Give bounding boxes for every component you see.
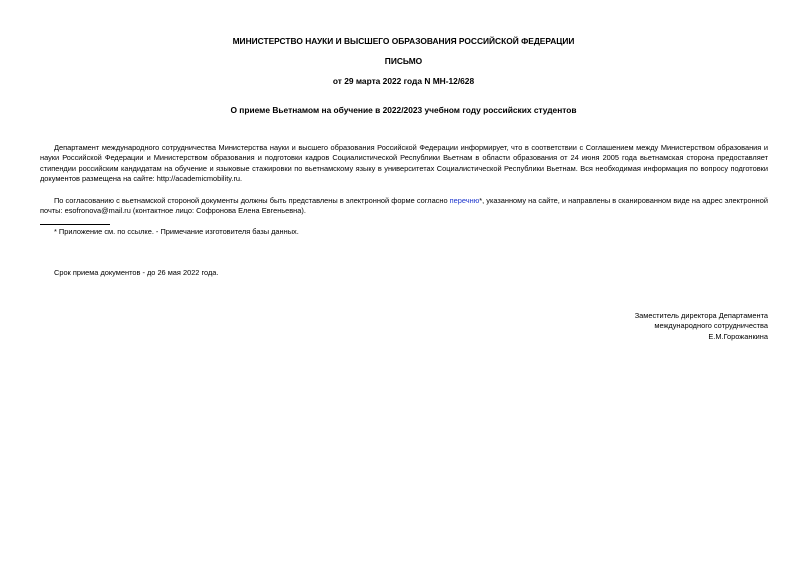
body-paragraph-1: Департамент международного сотрудничества Министерства науки и высшего образования Российской Федерации информирует, что в соответствии с Соглашением между Министерством образования и науки Российской Федерации и Министерством образования и подготовки кадров Социалистической Республики Вьетнам в области образования от 24 июня 2005 года вьетнамская сторона предоставляет стипендии российским кандидатам на обучение и языковые стажировки по вьетнамскому языку в университетах Социалистической Республики Вьетнам. Вся необходимая информация по вопросу подготовки документов размещена на сайте: http://academicmobility.ru. — [40, 143, 768, 183]
footnote: * Приложение см. по ссылке. - Примечание изготовителя базы данных. — [54, 227, 299, 236]
signature-department: международного сотрудничества — [654, 321, 768, 331]
footnote-divider — [40, 224, 110, 225]
body-paragraph-2 — [40, 196, 768, 217]
signature-position: Заместитель директора Департамента — [634, 311, 768, 320]
document-date-number: от 29 марта 2022 года N МН-12/628 — [332, 76, 475, 86]
document-subject: О приеме Вьетнамом на обучение в 2022/2023 учебном году российских студентов — [230, 105, 577, 115]
signature-block — [635, 311, 768, 342]
paragraph-2-text-start: По согласованию с вьетнамской стороной документы должны быть представлены в электронной форме согласно — [54, 196, 450, 205]
document-type: ПИСЬМО — [384, 56, 423, 66]
list-link[interactable]: перечню — [449, 196, 480, 205]
paragraph-2-text-end: *, указанному на сайте, и направлены в сканированном виде на адрес электронной почты: esofronova@mail.ru (контактное лицо: Софронова Елена Евгеньевна). — [40, 196, 768, 216]
signature-name: Е.М.Горожанкина — [708, 331, 768, 341]
ministry-title: МИНИСТЕРСТВО НАУКИ И ВЫСШЕГО ОБРАЗОВАНИЯ РОССИЙСКОЙ ФЕДЕРАЦИИ — [232, 36, 575, 46]
deadline-text: Срок приема документов - до 26 мая 2022 года. — [54, 268, 219, 277]
